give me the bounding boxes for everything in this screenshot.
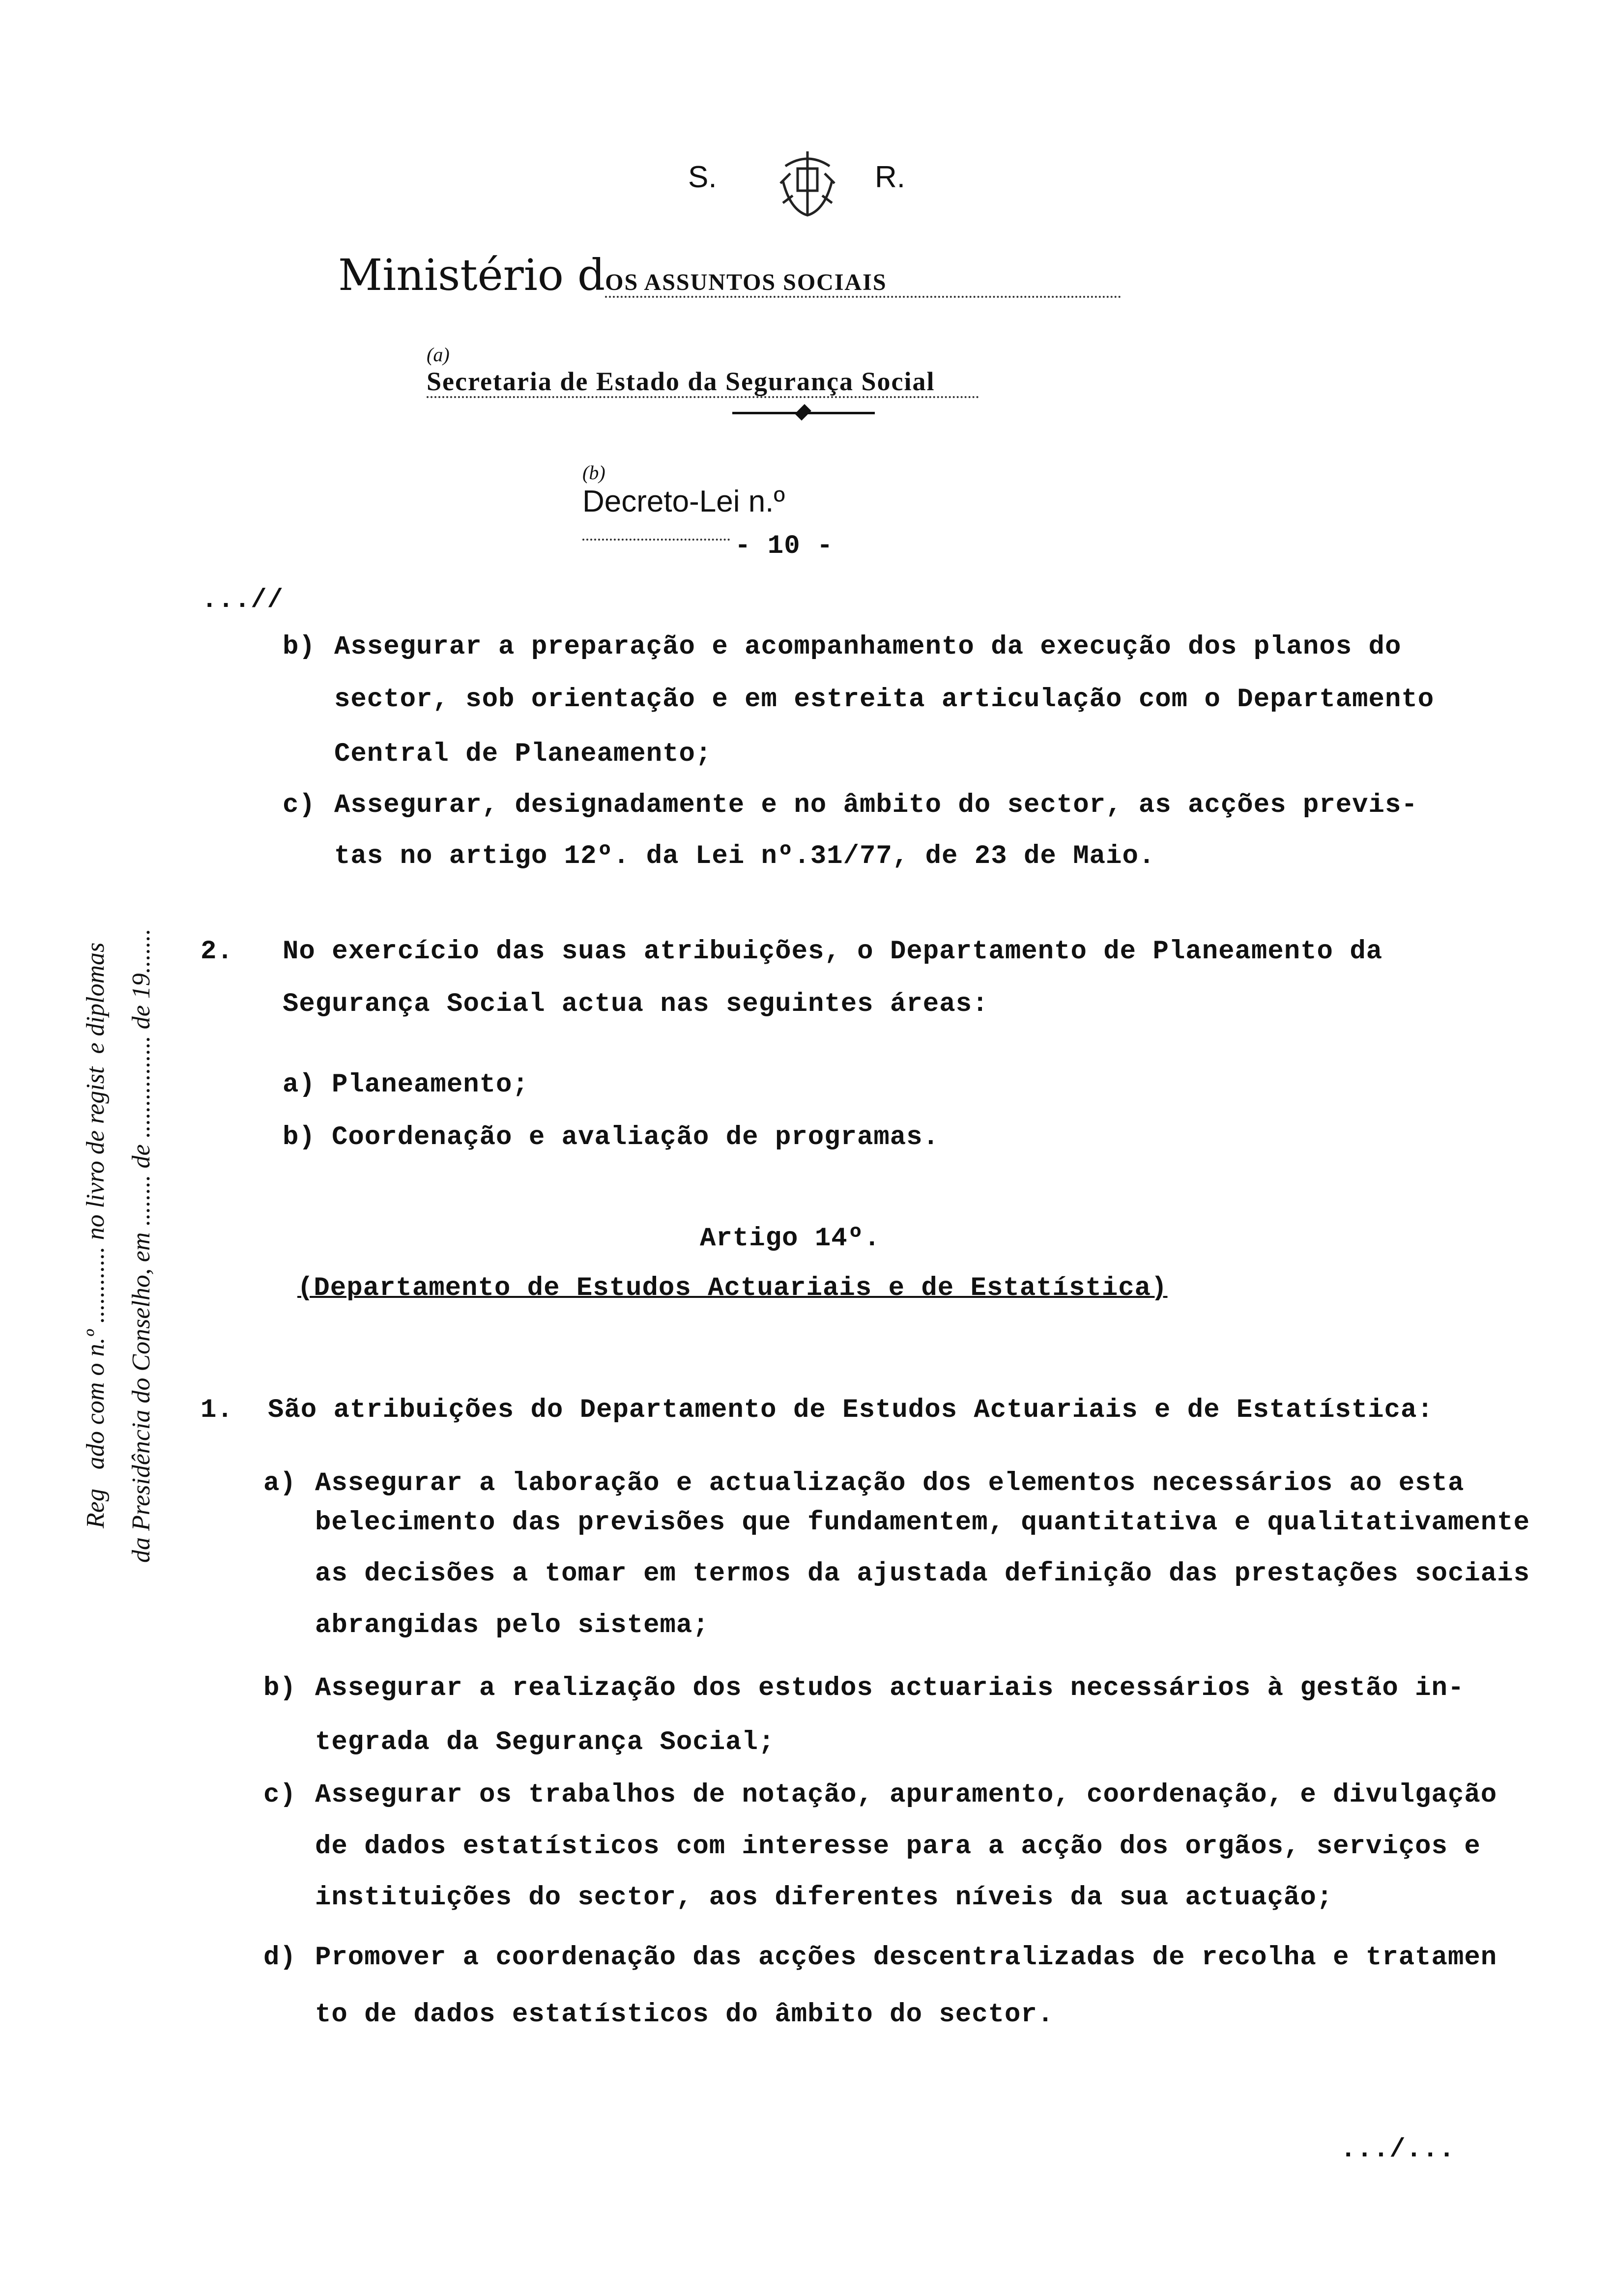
s1-item-b-line: Assegurar a realização dos estudos actuariais necessários à gestão in- (315, 1673, 1465, 1703)
continuation-marker-bottom: .../... (1340, 2135, 1455, 2165)
page-number: - 10 - (735, 531, 834, 561)
a-marker: (a) (427, 344, 450, 366)
s1-item-c-line: de dados estatísticos com interesse para a acção dos orgãos, serviços e (315, 1832, 1481, 1862)
s1-item-a-line: abrangidas pelo sistema; (315, 1610, 709, 1640)
coat-of-arms-emblem (767, 138, 840, 211)
item-b-marker: b) (283, 632, 316, 662)
decreto-number-field (582, 519, 730, 541)
item-c-line: tas no artigo 12º. da Lei nº.31/77, de 23 de Maio. (334, 841, 1155, 871)
s1-item-a-marker: a) (263, 1468, 296, 1498)
s1-item-a-line: Assegurar a laboração e actualização dos elementos necessários ao esta (315, 1468, 1465, 1498)
margin-presidency-note: da Presidência do Conselho, em ........ de ................ de 19....... (127, 928, 155, 1563)
secretaria-name: Secretaria de Estado da Segurança Social (427, 367, 979, 398)
section-2-item-a-marker: a) (283, 1070, 316, 1100)
ornament-divider (732, 409, 875, 416)
item-c-line: Assegurar, designadamente e no âmbito do sector, as acções previs- (334, 790, 1418, 820)
ministry-line (334, 241, 1273, 300)
item-b-line: Central de Planeamento; (334, 739, 712, 769)
s1-item-b-marker: b) (263, 1673, 296, 1703)
section-2-item-a: Planeamento; (332, 1070, 529, 1100)
s1-item-d-line: to de dados estatísticos do âmbito do sector. (315, 2000, 1054, 2030)
section-2-line: Segurança Social actua nas seguintes áreas: (283, 989, 989, 1019)
s1-item-a-line: belecimento das previsões que fundamentem, quantitativa e qualitativamente (315, 1508, 1530, 1538)
article-title: Artigo 14º. (700, 1224, 881, 1254)
decreto-line (578, 452, 785, 543)
margin-registration-note: Reg ado com o n.º ............ no livro de regist e diplomas (82, 942, 110, 1528)
item-c-marker: c) (283, 790, 316, 820)
section-2-number: 2. (201, 937, 233, 967)
secretaria-line (423, 334, 979, 397)
s1-item-b-line: tegrada da Segurança Social; (315, 1727, 775, 1757)
ministry-name: OS ASSUNTOS SOCIAIS (605, 269, 1121, 298)
s1-item-d-line: Promover a coordenação das acções descentralizadas de recolha e tratamen (315, 1943, 1497, 1973)
s1-item-d-marker: d) (263, 1943, 296, 1973)
s1-item-c-line: Assegurar os trabalhos de notação, apuramento, coordenação, e divulgação (315, 1780, 1497, 1810)
s1-item-a-line: as decisões a tomar em termos da ajustada definição das prestações sociais (315, 1559, 1530, 1589)
section-2-item-b: Coordenação e avaliação de programas. (332, 1122, 939, 1152)
s-letter: S. (688, 160, 717, 194)
continuation-marker-top: ...// (202, 585, 284, 615)
article-subtitle: (Departamento de Estudos Actuariais e de Estatística) (297, 1273, 1168, 1303)
item-b-line: Assegurar a preparação e acompanhamento da execução dos planos do (334, 632, 1402, 662)
s1-item-c-marker: c) (263, 1780, 296, 1810)
item-b-line: sector, sob orientação e em estreita articulação com o Departamento (334, 685, 1435, 715)
s1-item-c-line: instituições do sector, aos diferentes níveis da sua actuação; (315, 1883, 1333, 1913)
ministry-prefix: Ministério d (338, 250, 605, 300)
section-2-line: No exercício das suas atribuições, o Departamento de Planeamento da (283, 937, 1383, 967)
section-1-number: 1. (201, 1395, 233, 1425)
b-marker: (b) (582, 461, 605, 484)
decreto-label: Decreto-Lei n.º (582, 485, 785, 518)
section-2-item-b-marker: b) (283, 1122, 316, 1152)
section-1-intro: São atribuições do Departamento de Estudos Actuariais e de Estatística: (268, 1395, 1434, 1425)
r-letter: R. (875, 160, 905, 194)
